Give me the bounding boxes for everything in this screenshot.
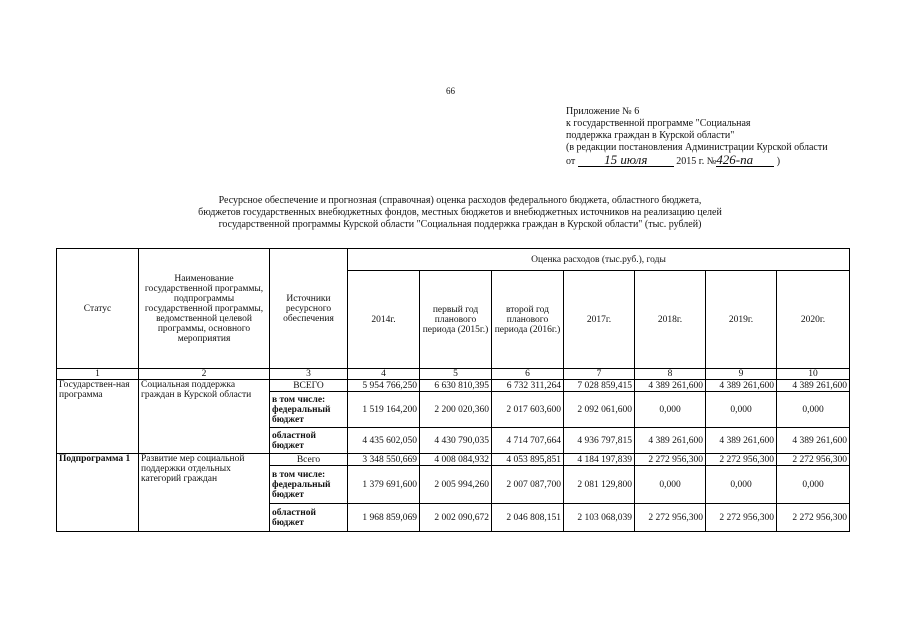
- value-cell: 1 379 691,600: [348, 466, 420, 504]
- value-cell: 4 184 197,839: [564, 454, 635, 466]
- title-line: Ресурсное обеспечение и прогнозная (справочная) оценка расходов федерального бюджета, областного бюджета,: [218, 195, 702, 206]
- table-row: [57, 380, 850, 392]
- column-number-row: [57, 369, 850, 380]
- value-cell: 0,000: [777, 466, 850, 504]
- source-cell: ВСЕГО: [270, 380, 348, 392]
- document-number: 426-па: [716, 154, 774, 167]
- date-prefix: от: [566, 156, 576, 167]
- value-cell: 2 017 603,600: [492, 392, 564, 428]
- value-cell: 4 389 261,600: [706, 380, 777, 392]
- name-cell: Развитие мер социальной поддержки отдельных категорий граждан: [139, 454, 270, 532]
- annex-line: (в редакции постановления Администрации Курской области: [566, 142, 828, 153]
- value-cell: 4 389 261,600: [635, 428, 706, 454]
- value-cell: 7 028 859,415: [564, 380, 635, 392]
- value-cell: 4 389 261,600: [706, 428, 777, 454]
- value-cell: 4 053 895,851: [492, 454, 564, 466]
- header-sources: Источники ресурсного обеспечения: [270, 249, 348, 369]
- value-cell: 0,000: [777, 392, 850, 428]
- value-cell: 2 272 956,300: [706, 454, 777, 466]
- value-cell: 2 002 090,672: [420, 504, 492, 532]
- value-cell: 4 389 261,600: [777, 380, 850, 392]
- column-number: 9: [706, 369, 777, 380]
- header-estimate: Оценка расходов (тыс.руб.), годы: [348, 249, 850, 271]
- annex-closing: ): [776, 156, 781, 167]
- page-number: 66: [446, 86, 455, 96]
- header-year: 2017г.: [564, 271, 635, 369]
- value-cell: 2 103 068,039: [564, 504, 635, 532]
- value-cell: 2 005 994,260: [420, 466, 492, 504]
- value-cell: 5 954 766,250: [348, 380, 420, 392]
- date-day-month: 15 июля: [578, 154, 674, 167]
- value-cell: 0,000: [706, 466, 777, 504]
- annex-block: [566, 106, 828, 168]
- title-line: государственной программы Курской области "Социальная поддержка граждан в Курской области" (тыс. рублей): [218, 219, 702, 230]
- annex-date-line: [566, 154, 828, 168]
- document-title: [140, 195, 780, 231]
- value-cell: 4 430 790,035: [420, 428, 492, 454]
- value-cell: 4 008 084,932: [420, 454, 492, 466]
- value-cell: 0,000: [635, 392, 706, 428]
- source-cell: Всего: [270, 454, 348, 466]
- value-cell: 4 714 707,664: [492, 428, 564, 454]
- source-cell: в том числе: федеральный бюджет: [270, 466, 348, 504]
- title-line: бюджетов государственных внебюджетных фондов, местных бюджетов и внебюджетных источников на реализацию целей: [198, 207, 722, 218]
- value-cell: 4 389 261,600: [635, 380, 706, 392]
- column-number: 2: [139, 369, 270, 380]
- column-number: 10: [777, 369, 850, 380]
- source-cell: областной бюджет: [270, 504, 348, 532]
- header-name: Наименование государственной программы, подпрограммы государственной программы, ведомственной целевой программы, основного мероприятия: [139, 249, 270, 369]
- header-year: 2018г.: [635, 271, 706, 369]
- status-cell: Подпрограмма 1: [57, 454, 139, 532]
- value-cell: 4 936 797,815: [564, 428, 635, 454]
- value-cell: 2 092 061,600: [564, 392, 635, 428]
- value-cell: 0,000: [706, 392, 777, 428]
- value-cell: 6 732 311,264: [492, 380, 564, 392]
- column-number: 8: [635, 369, 706, 380]
- value-cell: 2 200 020,360: [420, 392, 492, 428]
- value-cell: 2 272 956,300: [777, 454, 850, 466]
- header-year: 2020г.: [777, 271, 850, 369]
- header-status: Статус: [57, 249, 139, 369]
- header-year: первый год планового периода (2015г.): [420, 271, 492, 369]
- header-year: 2014г.: [348, 271, 420, 369]
- value-cell: 2 081 129,800: [564, 466, 635, 504]
- value-cell: 1 519 164,200: [348, 392, 420, 428]
- column-number: 1: [57, 369, 139, 380]
- column-number: 3: [270, 369, 348, 380]
- value-cell: 2 272 956,300: [635, 454, 706, 466]
- column-number: 4: [348, 369, 420, 380]
- header-year: второй год планового периода (2016г.): [492, 271, 564, 369]
- value-cell: 2 272 956,300: [706, 504, 777, 532]
- column-number: 7: [564, 369, 635, 380]
- annex-line: к государственной программе "Социальная: [566, 118, 751, 129]
- column-number: 5: [420, 369, 492, 380]
- column-number: 6: [492, 369, 564, 380]
- value-cell: 2 046 808,151: [492, 504, 564, 532]
- table-row: [57, 454, 850, 466]
- annex-line: поддержка граждан в Курской области": [566, 130, 735, 141]
- value-cell: 6 630 810,395: [420, 380, 492, 392]
- value-cell: 2 272 956,300: [777, 504, 850, 532]
- name-cell: Социальная поддержка граждан в Курской области: [139, 380, 270, 454]
- value-cell: 2 007 087,700: [492, 466, 564, 504]
- value-cell: 4 435 602,050: [348, 428, 420, 454]
- resource-table: [56, 248, 850, 532]
- annex-line: Приложение № 6: [566, 106, 640, 117]
- header-year: 2019г.: [706, 271, 777, 369]
- date-year: 2015 г. №: [676, 156, 717, 167]
- value-cell: 4 389 261,600: [777, 428, 850, 454]
- source-cell: в том числе: федеральный бюджет: [270, 392, 348, 428]
- value-cell: 2 272 956,300: [635, 504, 706, 532]
- status-cell: Государствен-ная программа: [57, 380, 139, 454]
- source-cell: областной бюджет: [270, 428, 348, 454]
- value-cell: 3 348 550,669: [348, 454, 420, 466]
- value-cell: 1 968 859,069: [348, 504, 420, 532]
- value-cell: 0,000: [635, 466, 706, 504]
